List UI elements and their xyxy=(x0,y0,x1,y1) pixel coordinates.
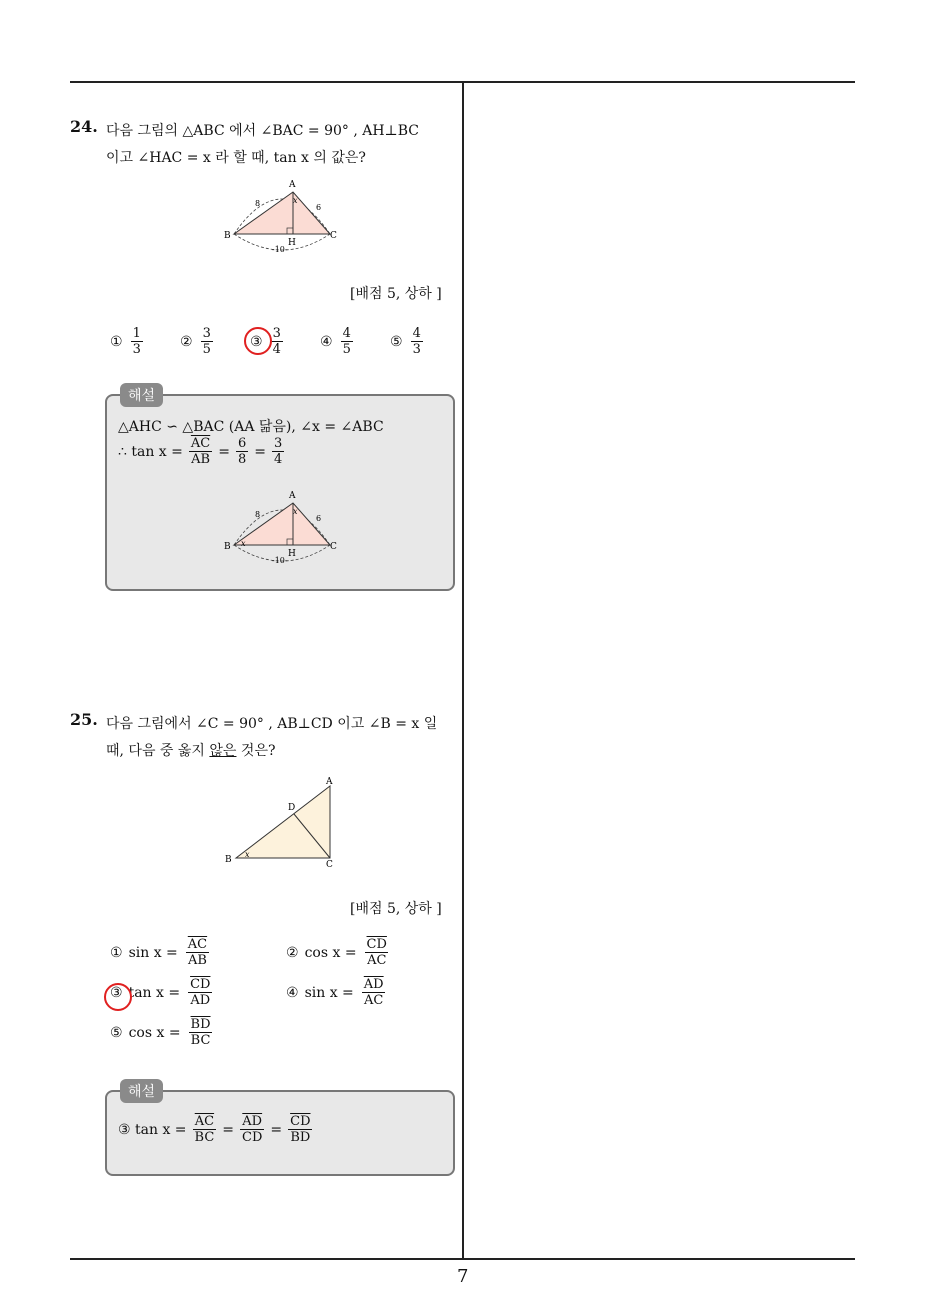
q25-choice-5[interactable] xyxy=(110,1017,215,1048)
q25-label-C: C xyxy=(326,860,333,870)
q25-label-D: D xyxy=(288,803,296,813)
choice-marker: ② xyxy=(286,944,299,961)
choice-marker: ⑤ xyxy=(390,333,403,350)
q24-label-x: x xyxy=(293,196,298,205)
q24s-label-C: C xyxy=(330,542,337,552)
q25-line2 xyxy=(106,740,275,760)
q24-label-B: B xyxy=(224,231,231,241)
q24s-triangle xyxy=(234,503,330,545)
choice-fraction: $\frac{3}{4}$ xyxy=(272,326,281,357)
q25-label-B: B xyxy=(225,855,232,865)
q24-choice-2[interactable] xyxy=(180,326,215,357)
choice-lhs: cos x = xyxy=(304,944,357,961)
choice-marker: ③ xyxy=(250,333,263,350)
q24-solution-figure xyxy=(222,487,342,567)
q24-label-H: H xyxy=(288,238,296,248)
choice-fraction: $\frac{3}{5}$ xyxy=(202,326,211,357)
q24-line1: 다음 그림의 △ABC 에서 ∠BAC = 90° , AH⊥BC xyxy=(106,123,419,139)
solution-equals: = xyxy=(270,1121,283,1138)
choice-fraction: $\frac{\overline{AD}}{AC}$ xyxy=(363,977,384,1008)
choice-lhs: tan x = xyxy=(128,984,181,1001)
choice-marker: ③ xyxy=(110,984,123,1001)
solution-therefore: ∴ tan x = xyxy=(118,443,183,460)
solution-text: △AHC ∽ △BAC (AA 닮음), ∠x = ∠ABC xyxy=(118,419,384,435)
q24s-label-x-bottom: x xyxy=(241,539,246,548)
q24-line2: 이고 ∠HAC = x 라 할 때, tan x 의 값은? xyxy=(106,150,366,166)
q25-choice-2[interactable] xyxy=(286,937,391,968)
q25-solution-line xyxy=(118,1114,315,1145)
choice-marker: ① xyxy=(110,333,123,350)
solution-fraction-ad-cd: $\frac{\overline{AD}}{CD}$ xyxy=(242,1114,263,1145)
q24-solution-line2 xyxy=(118,436,286,467)
q25-underlined-word: 않은 xyxy=(209,743,237,759)
q25-figure xyxy=(222,774,342,870)
choice-lhs: sin x = xyxy=(304,984,354,1001)
q24-solution-tag: 해설 xyxy=(120,383,163,407)
q24-label-10: -10- xyxy=(272,245,288,254)
q25-triangle xyxy=(236,786,330,858)
q24-label-C: C xyxy=(330,231,337,241)
solution-fraction-6-8: $\frac{6}{8}$ xyxy=(237,436,247,467)
solution-fraction-ac-ab: $\frac{\overline{AC}}{AB}$ xyxy=(190,436,211,467)
q24-solution-line1 xyxy=(118,416,384,436)
q25-choice-4[interactable] xyxy=(286,977,388,1008)
q25-line1: 다음 그림에서 ∠C = 90° , AB⊥CD 이고 ∠B = x 일 xyxy=(106,716,438,732)
q25-line2-text-a: 때, 다음 중 옳지 xyxy=(106,743,210,759)
choice-marker: ① xyxy=(110,944,123,961)
q25-line2-text-b: 것은? xyxy=(236,743,276,759)
bottom-rule xyxy=(70,1258,855,1260)
solution-equals: = xyxy=(222,1121,235,1138)
choice-lhs: cos x = xyxy=(128,1024,181,1041)
solution-lhs: ③ tan x = xyxy=(118,1121,187,1138)
choice-fraction: $\frac{4}{5}$ xyxy=(342,326,351,357)
column-divider xyxy=(462,82,464,1260)
solution-equals: = xyxy=(218,443,230,460)
choice-fraction: $\frac{\overline{AC}}{AB}$ xyxy=(187,937,208,968)
q24s-label-H: H xyxy=(288,549,296,559)
q24s-label-x-top: x xyxy=(293,507,298,516)
q24-answer-mark xyxy=(244,327,272,355)
choice-fraction: $\frac{\overline{CD}}{AD}$ xyxy=(190,977,211,1008)
q24s-label-10: -10- xyxy=(272,556,288,565)
q24s-label-B: B xyxy=(224,542,231,552)
q24s-label-A: A xyxy=(289,491,296,501)
q24-score: [배점 5, 상하 ] xyxy=(350,286,442,302)
q25-solution-tag: 해설 xyxy=(120,1079,163,1103)
q25-label-x: x xyxy=(245,850,250,859)
q25-number: 25. xyxy=(70,710,98,729)
choice-lhs: sin x = xyxy=(128,944,178,961)
solution-fraction-3-4: $\frac{3}{4}$ xyxy=(273,436,283,467)
q24-triangle xyxy=(234,192,330,234)
q24-choice-1[interactable] xyxy=(110,326,145,357)
choice-marker: ② xyxy=(180,333,193,350)
q24s-label-8: 8 xyxy=(255,510,261,519)
choice-marker: ⑤ xyxy=(110,1024,123,1041)
q24-label-A: A xyxy=(289,180,296,190)
q25-score: [배점 5, 상하 ] xyxy=(350,901,442,917)
q25-answer-mark xyxy=(104,983,132,1011)
choice-fraction: $\frac{\overline{CD}}{AC}$ xyxy=(366,937,387,968)
q24-number: 24. xyxy=(70,117,98,136)
q24-label-6: 6 xyxy=(316,203,322,212)
q24-figure xyxy=(222,176,342,256)
q24-choice-5[interactable] xyxy=(390,326,425,357)
q25-choice-1[interactable] xyxy=(110,937,211,968)
choice-fraction: $\frac{4}{3}$ xyxy=(412,326,421,357)
q24-label-8: 8 xyxy=(255,199,261,208)
choice-fraction: $\frac{1}{3}$ xyxy=(132,326,141,357)
solution-fraction-ac-bc: $\frac{\overline{AC}}{BC}$ xyxy=(194,1114,215,1145)
q24s-label-6: 6 xyxy=(316,514,322,523)
choice-marker: ④ xyxy=(320,333,333,350)
choice-marker: ④ xyxy=(286,984,299,1001)
page-number: 7 xyxy=(457,1266,469,1287)
choice-fraction: $\frac{\overline{BD}}{BC}$ xyxy=(190,1017,211,1048)
solution-equals: = xyxy=(254,443,266,460)
solution-fraction-cd-bd: $\frac{\overline{CD}}{BD}$ xyxy=(290,1114,311,1145)
q25-label-A: A xyxy=(326,777,333,787)
q24-choice-4[interactable] xyxy=(320,326,355,357)
